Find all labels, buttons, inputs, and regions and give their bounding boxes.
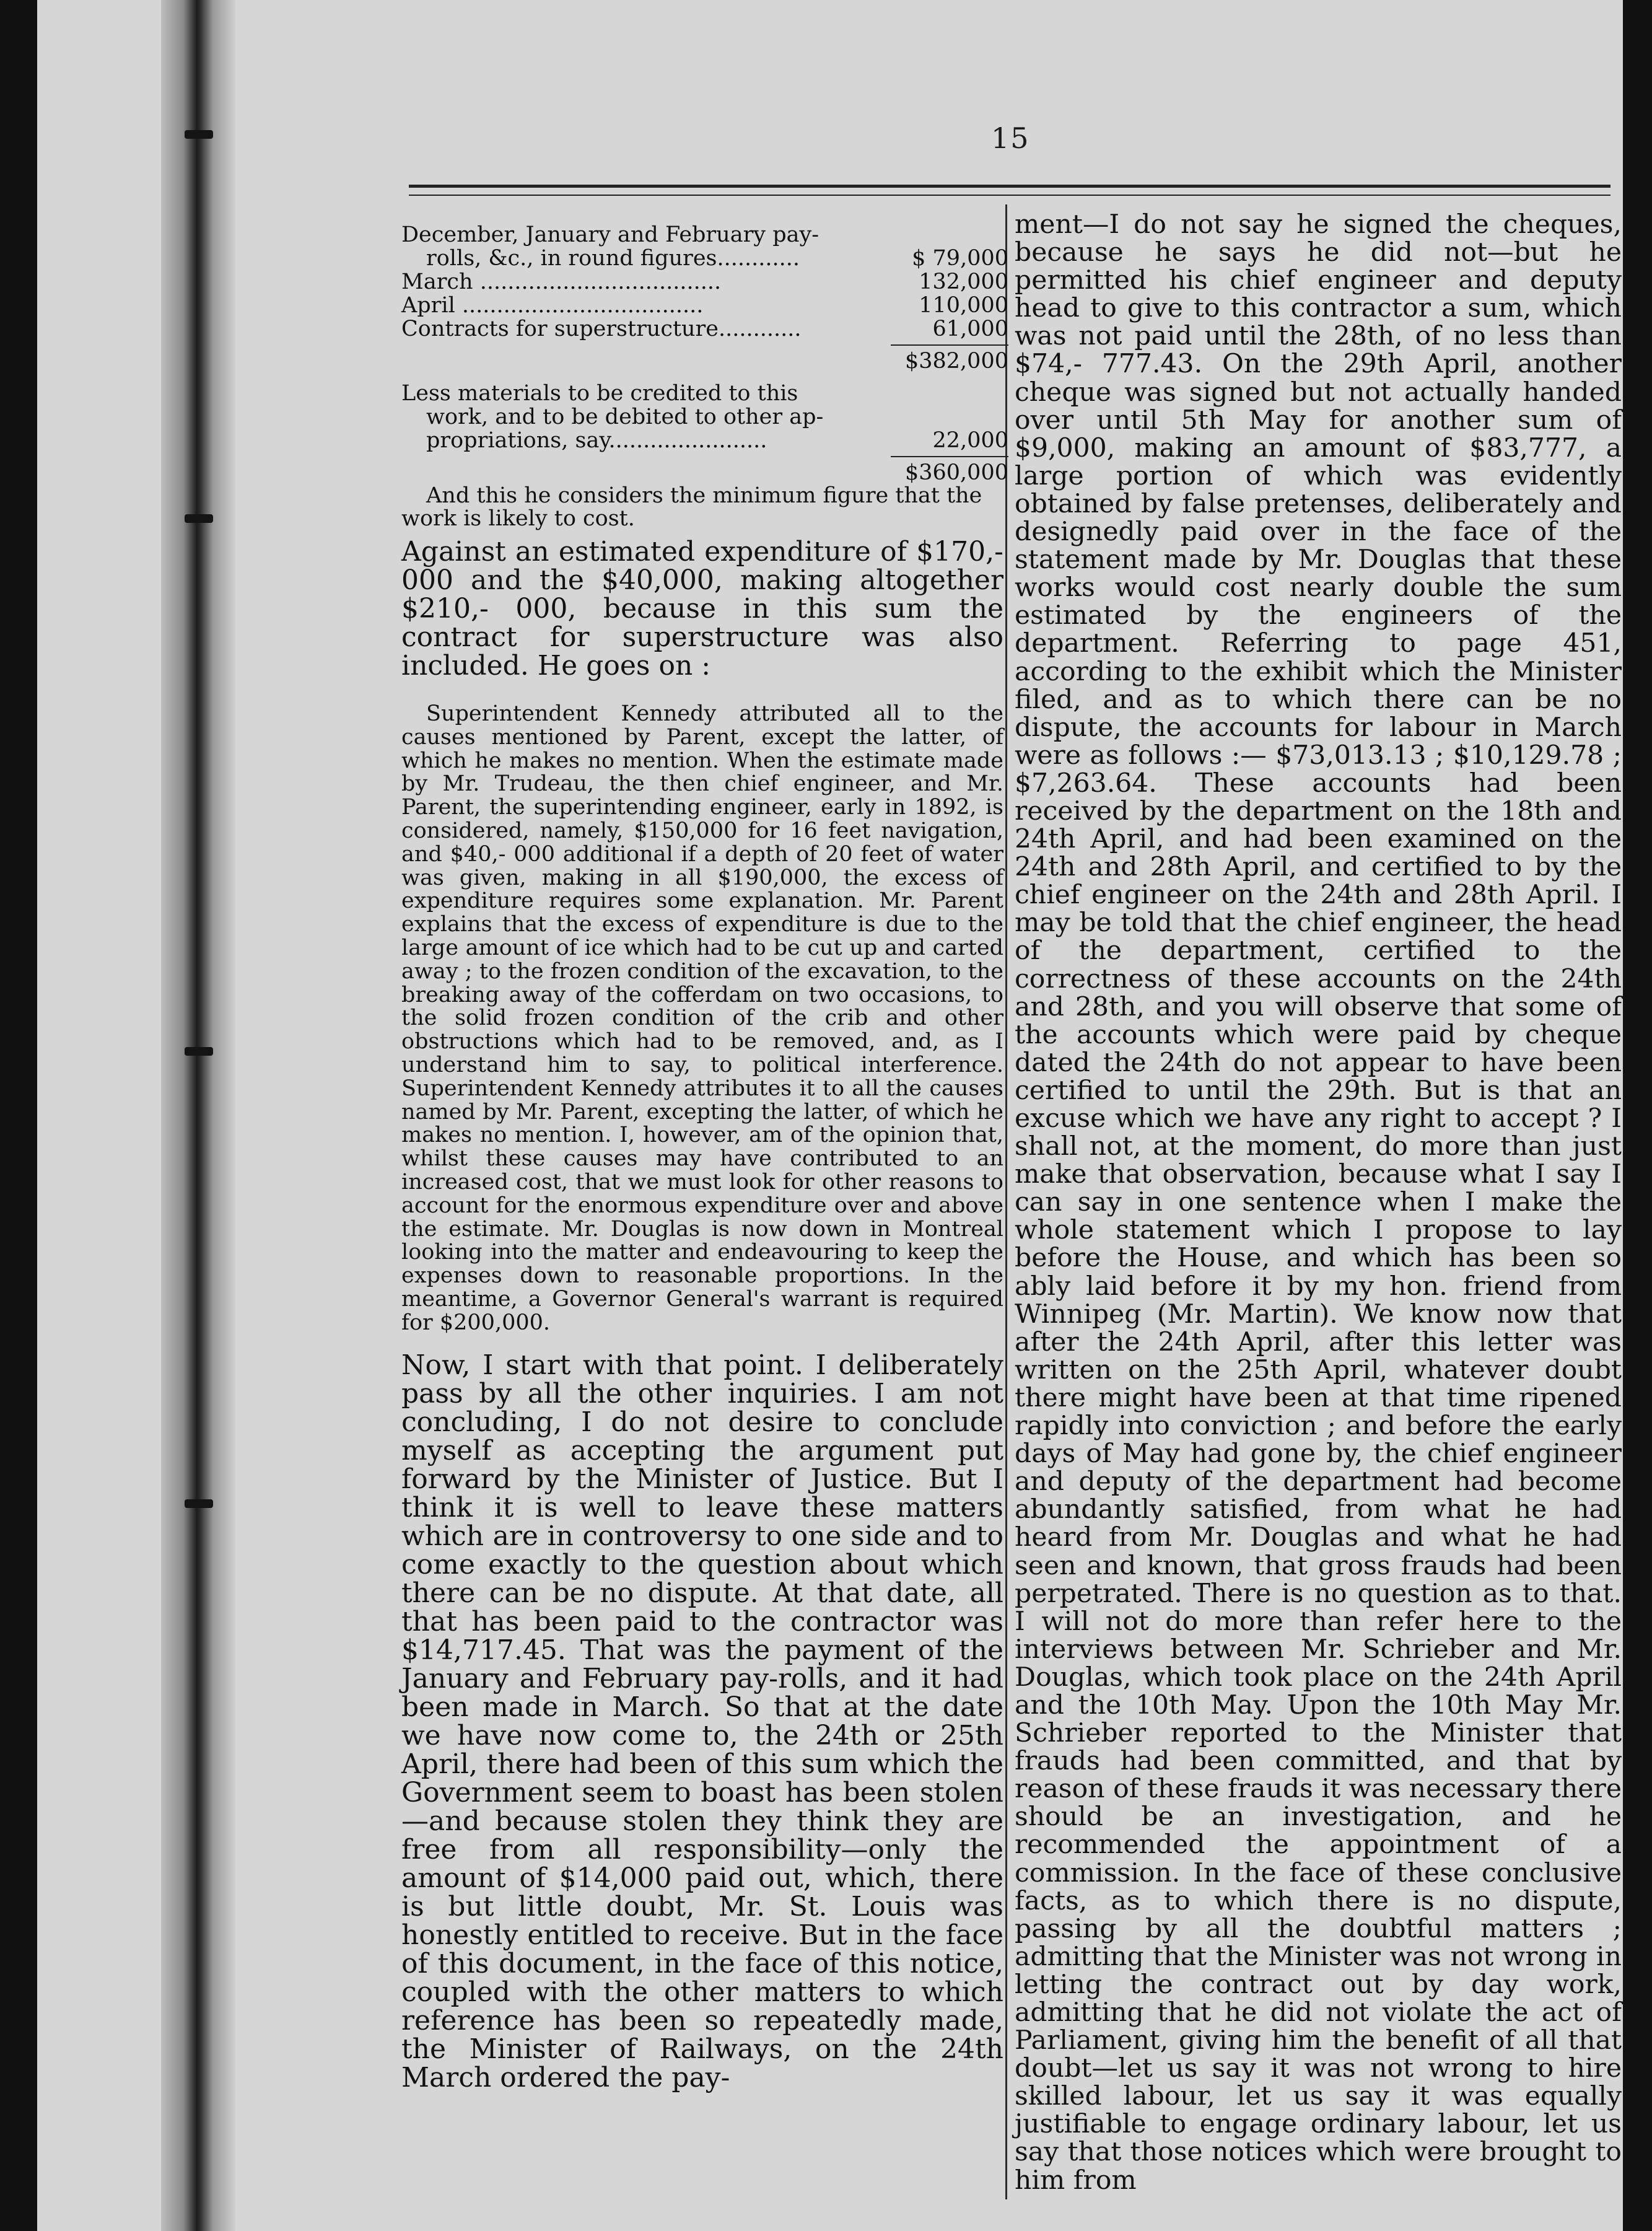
header-rule bbox=[409, 185, 1610, 188]
row-value bbox=[891, 405, 1008, 429]
row-value bbox=[891, 223, 1008, 247]
table-row bbox=[401, 405, 1008, 429]
body-paragraph: Against an estimated expenditure of $170,- 000 and the $40,000, making altogether $210,- 000, because in this sum the contract for superstructure was also included. He goes on : bbox=[401, 536, 1003, 682]
row-label: work, and to be debited to other ap- bbox=[426, 405, 824, 429]
page-binding bbox=[161, 0, 235, 2231]
sum-rule bbox=[891, 456, 1008, 457]
table-row bbox=[401, 382, 1008, 405]
row-value bbox=[891, 382, 1008, 405]
row-value: $ 79,000 bbox=[912, 246, 1008, 271]
binding-stitch bbox=[185, 1047, 213, 1056]
page-number: 15 bbox=[991, 121, 1030, 155]
total-value: $360,000 bbox=[904, 460, 1008, 485]
scanned-page bbox=[37, 0, 1623, 2231]
row-label: December, January and February pay- bbox=[401, 222, 819, 247]
table-row bbox=[401, 223, 1008, 247]
body-paragraph: ment—I do not say he signed the cheques, because he says he did not—but he permitted his chief engineer and deputy head to give to this contractor a sum, which was not paid until the 28th, of no less than $74,- 777.43. On the 29th April, another cheque was signed but not actually handed over until 5th May for another sum of $9,000, making an amount of $83,777, a large portion of which was evidently obtained by false pretenses, deliberately and designedly paid over in the face of the statement made by Mr. Douglas that these works would cost nearly double the sum estimated by the engineers of the department. Referring to page 451, according to the exhibit which the Minister filed, and as to which there can be no dispute, the accounts for labour in March were as follows :— $73,013.13 ; $10,129.78 ; $7,263.64. These accounts had been received by the department on the 18th and 24th April, and had been examined on the 24th and 28th April, and certified to by the chief engineer on the 24th and 28th April. I may be told that the chief engineer, the head of the department, certified to the correctness of these accounts on the 24th and 28th, and you will observe that some of the accounts which were paid by cheque dated the 24th do not appear to have been certified to until the 29th. But is that an excuse which we have any right to accept ? I shall not, at the moment, do more than just make that observation, because what I say I can say in one sentence when I make the whole statement which I propose to lay before the House, and which has been so ably laid before it by my hon. friend from Winnipeg (Mr. Martin). We know now that after the 24th April, after this letter was written on the 25th April, whatever doubt there might have been at that time ripened rapidly into conviction ; and before the early days of May had gone by, the chief engineer and deputy of the department had become abundantly satisfied, from what he had heard from Mr. Douglas and what he had seen and known, that gross frauds had been perpetrated. There is no question as to that. I will not do more than refer here to the interviews between Mr. Schrieber and Mr. Douglas, which took place on the 24th April and the 10th May. Upon the 10th May Mr. Schrieber reported to the Minister that frauds had been committed, and that by reason of these frauds it was necessary there should be an investigation, and he recommended the appointment of a commission. In the face of these conclusive facts, as to which there is no dispute, passing by all the doubtful matters ; admitting that the Minister was not wrong in letting the contract out by day work, admitting that he did not violate the act of Parliament, giving him the benefit of all that doubt—let us say it was not wrong to hire skilled labour, let us say it was equally justifiable to engage ordinary labour, let us say that those notices which were brought to him from bbox=[1015, 209, 1622, 2196]
row-label: propriations, say....................... bbox=[426, 428, 767, 453]
binding-stitch bbox=[185, 514, 213, 523]
row-label: Contracts for superstructure............ bbox=[401, 317, 802, 341]
binding-stitch bbox=[185, 130, 213, 139]
row-value: 61,000 bbox=[932, 317, 1008, 341]
row-value: 110,000 bbox=[919, 293, 1008, 318]
header-rule-thin bbox=[409, 195, 1610, 196]
table-row bbox=[401, 270, 1008, 294]
total-row bbox=[401, 461, 1008, 484]
subtotal-row bbox=[401, 349, 1008, 373]
quote-text: Superintendent Kennedy attributed all to the causes mentioned by Parent, except the latter, of which he makes no mention. When the estimate made by Mr. Trudeau, the then chief engineer, and Mr. Parent, the superintending engineer, early in 1892, is considered, namely, $150,000 for 16 feet navigation, and $40,- 000 additional if a depth of 20 feet of water was given, making in all $190,000, the excess of expenditure requires some explanation. Mr. Parent explains that the excess of expenditure is due to the large amount of ice which had to be cut up and carted away ; to the frozen condition of the excavation, to the breaking away of the cofferdam on two occasions, to the solid frozen condition of the crib and other obstructions which had to be removed, and, as I understand him to say, to political interference. Superintendent Kennedy attributes it to all the causes named by Mr. Parent, excepting the latter, of which he makes no mention. I, however, am of the opinion that, whilst these causes may have contributed to an increased cost, that we must look for other reasons to account for the enormous expenditure over and above the estimate. Mr. Douglas is now down in Montreal looking into the matter and endeavouring to keep the expenses down to reasonable proportions. In the meantime, a Governor General's warrant is required for $200,000. bbox=[401, 701, 1003, 1335]
table-row bbox=[401, 317, 1008, 341]
row-label: Less materials to be credited to this bbox=[401, 381, 798, 406]
expenditure-table bbox=[401, 223, 1008, 530]
subtotal-value: $382,000 bbox=[904, 349, 1008, 374]
row-label: rolls, &c., in round figures............ bbox=[426, 246, 800, 271]
table-row bbox=[401, 294, 1008, 317]
table-row bbox=[401, 247, 1008, 270]
right-column bbox=[1015, 211, 1622, 2194]
block-quote bbox=[401, 703, 1003, 1335]
binding-stitch bbox=[185, 1499, 213, 1508]
left-column bbox=[401, 222, 1008, 2093]
row-value: 132,000 bbox=[919, 270, 1008, 294]
table-note: And this he considers the minimum figure that the work is likely to cost. bbox=[401, 483, 982, 531]
body-paragraph: Now, I start with that point. I deliberately pass by all the other inquiries. I am not concluding, I do not desire to conclude myself as accepting the argument put forward by the Minister of Justice. But I think it is well to leave these matters which are in controversy to one side and to come exactly to the question about which there can be no dispute. At that date, all that has been paid to the contractor was $14,717.45. That was the payment of the January and February pay-rolls, and it had been made in March. So that at the date we have now come to, the 24th or 25th April, there had been of this sum which the Government seem to boast has been stolen—and because stolen they think they are free from all responsibility—only the amount of $14,000 paid out, which, there is but little doubt, Mr. St. Louis was honestly entitled to receive. But in the face of this document, in the face of this notice, coupled with the other matters to which reference has been so repeatedly made, the Minister of Railways, on the 24th March ordered the pay- bbox=[401, 1349, 1003, 2093]
table-row bbox=[401, 429, 1008, 452]
row-value: 22,000 bbox=[932, 428, 1008, 453]
row-label: April ................................... bbox=[401, 293, 704, 318]
row-label: March ................................... bbox=[401, 270, 722, 294]
sum-rule bbox=[891, 344, 1008, 346]
